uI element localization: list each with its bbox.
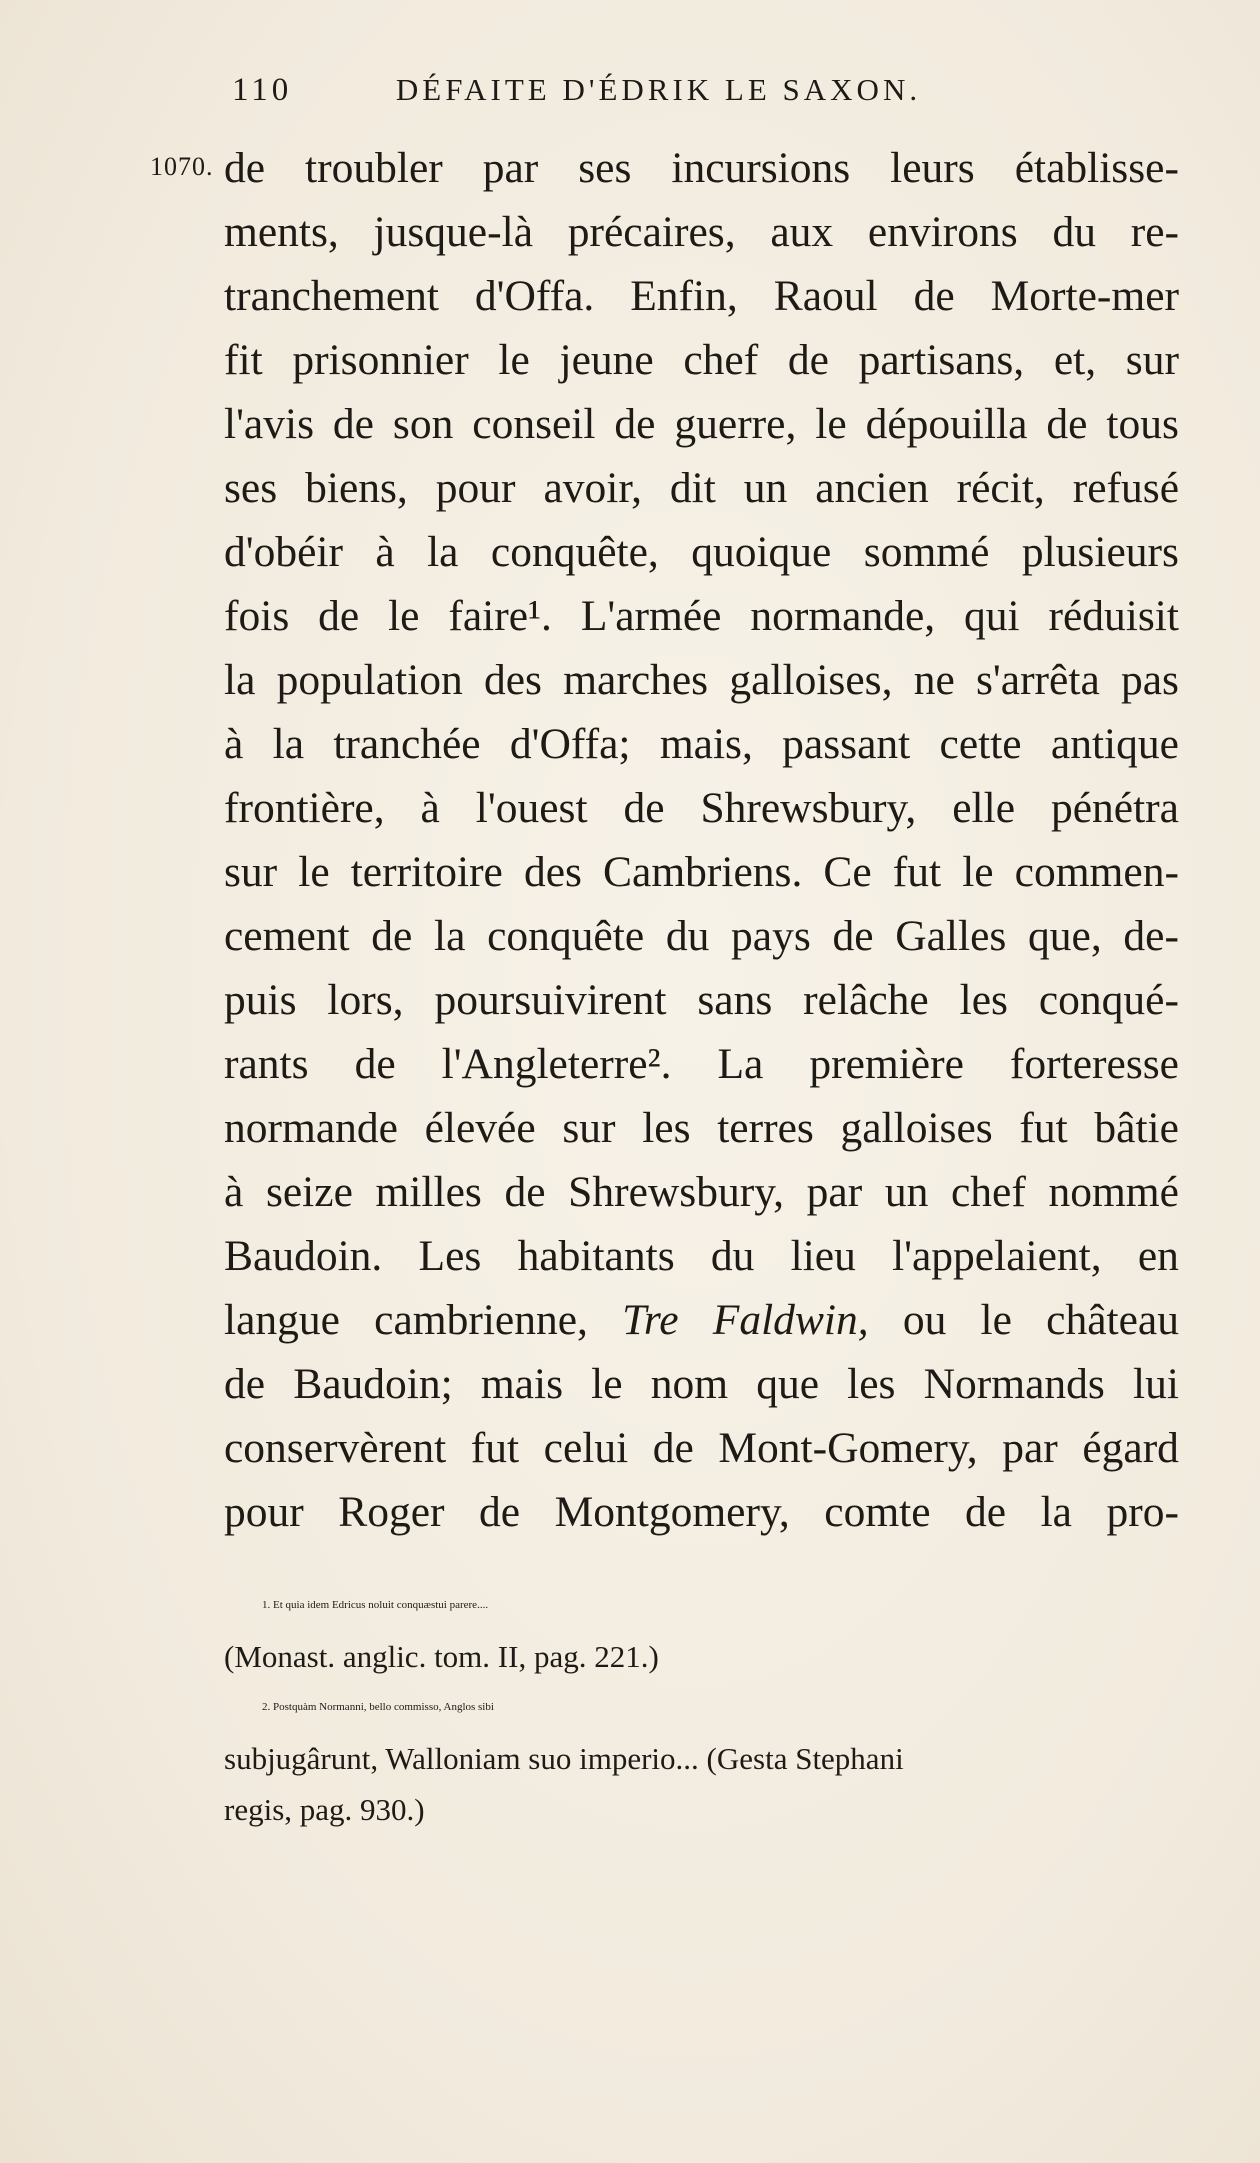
word: comte — [824, 1488, 931, 1536]
word: celui — [543, 1424, 629, 1472]
word: habitants — [517, 1232, 675, 1280]
word: par — [806, 1168, 863, 1216]
word: que, — [1028, 912, 1102, 960]
word: de — [832, 912, 874, 960]
word: fois — [224, 592, 290, 640]
word: de — [504, 1168, 546, 1216]
word: Shrewsbury, — [568, 1168, 785, 1216]
word: fut — [1019, 1104, 1068, 1152]
word: nommé — [1048, 1168, 1179, 1216]
word: forteresse — [1009, 1040, 1179, 1088]
word: qui — [964, 592, 1020, 640]
word: les — [959, 976, 1008, 1024]
word: chef — [683, 336, 759, 384]
word: lui — [1132, 1360, 1179, 1408]
word: de — [332, 400, 374, 448]
text-line — [224, 1096, 1179, 1160]
word: de — [614, 400, 656, 448]
word: normande — [224, 1104, 398, 1152]
word: Galles — [895, 912, 1007, 960]
word: pays — [731, 912, 811, 960]
word: première — [809, 1040, 964, 1088]
word: la — [224, 656, 256, 704]
word: des — [483, 656, 542, 704]
word: le — [815, 400, 847, 448]
word: frontière, — [224, 784, 385, 832]
word: avoir, — [543, 464, 642, 512]
word: de — [623, 784, 665, 832]
word: mais, — [659, 720, 753, 768]
word: Enfin, — [630, 272, 738, 320]
word: l'ouest — [475, 784, 588, 832]
word: d'Offa; — [509, 720, 631, 768]
word: marches — [563, 656, 709, 704]
word: du — [710, 1232, 755, 1280]
word: à — [224, 1168, 244, 1216]
word: récit, — [956, 464, 1045, 512]
text-line — [224, 648, 1179, 712]
word: galloises — [840, 1104, 993, 1152]
word: la — [1040, 1488, 1072, 1536]
word: la — [434, 912, 466, 960]
word: le — [498, 336, 530, 384]
word: un — [884, 1168, 929, 1216]
word: population — [276, 656, 463, 704]
word: le — [591, 1360, 623, 1408]
word: relâche — [803, 976, 929, 1024]
word: d'obéir — [224, 528, 343, 576]
text-line — [224, 584, 1179, 648]
word: conquête — [487, 912, 645, 960]
word: pour — [435, 464, 516, 512]
word: de — [224, 1360, 266, 1408]
word: leurs — [890, 144, 975, 192]
word: commen- — [1014, 848, 1179, 896]
word: pour — [224, 1488, 304, 1536]
word: dépouilla — [865, 400, 1028, 448]
word: des — [523, 848, 582, 896]
word: conseil — [472, 400, 596, 448]
word: pro- — [1106, 1488, 1179, 1536]
word: cette — [939, 720, 1022, 768]
word: à — [375, 528, 395, 576]
word: de — [354, 1040, 396, 1088]
word: jeune — [559, 336, 654, 384]
text-line — [224, 520, 1179, 584]
text-line — [224, 776, 1179, 840]
text-line — [224, 1416, 1179, 1480]
word: milles — [375, 1168, 482, 1216]
word: sans — [697, 976, 773, 1024]
footnote-line: regis, pag. 930.) — [224, 1792, 425, 1827]
word: territoire — [350, 848, 503, 896]
word: ses — [224, 464, 278, 512]
word: de — [913, 272, 955, 320]
word: la — [272, 720, 305, 768]
text-line — [224, 1032, 1179, 1096]
word: conservèrent — [224, 1424, 447, 1472]
word: sur — [1125, 336, 1179, 384]
word: de — [965, 1488, 1007, 1536]
footnote-line: 1. Et quia idem Edricus noluit conquæstui parere.... — [262, 1599, 489, 1611]
running-title: DÉFAITE D'ÉDRIK LE SAXON. — [395, 72, 922, 107]
word: Morte-mer — [990, 272, 1179, 320]
word: ses — [578, 144, 632, 192]
text-line — [224, 1224, 1179, 1288]
word: lors, — [327, 976, 404, 1024]
word: Montgomery, — [554, 1488, 790, 1536]
word: l'appelaient, — [892, 1232, 1102, 1280]
word: du — [1052, 208, 1096, 256]
word: passant — [782, 720, 911, 768]
word: pénétra — [1050, 784, 1179, 832]
word: château — [1046, 1296, 1179, 1344]
word: mais — [480, 1360, 564, 1408]
text-line — [224, 456, 1179, 520]
word: aux — [770, 208, 834, 256]
word: réduisit — [1048, 592, 1179, 640]
word: environs — [867, 208, 1018, 256]
word: terres — [717, 1104, 814, 1152]
word: de — [224, 144, 266, 192]
word: les — [642, 1104, 691, 1152]
word: un — [743, 464, 788, 512]
word: tranchement — [224, 272, 439, 320]
word: jusque-là — [373, 208, 533, 256]
word: Cambriens. — [603, 848, 803, 896]
word: puis — [224, 976, 297, 1024]
word: Normands — [923, 1360, 1105, 1408]
word: sommé — [863, 528, 990, 576]
word: Ce — [823, 848, 872, 896]
body-text — [224, 136, 1179, 1544]
word: cement — [224, 912, 350, 960]
word: L'armée — [580, 592, 722, 640]
text-line — [224, 136, 1179, 200]
word: quoique — [691, 528, 832, 576]
word: l'avis — [224, 400, 314, 448]
text-line — [224, 712, 1179, 776]
word: lieu — [790, 1232, 856, 1280]
word: conqué- — [1038, 976, 1179, 1024]
word: elle — [952, 784, 1016, 832]
word: poursuivirent — [434, 976, 667, 1024]
word: biens, — [305, 464, 408, 512]
word: re- — [1130, 208, 1179, 256]
word: La — [717, 1040, 764, 1088]
word: le — [388, 592, 420, 640]
word: et, — [1053, 336, 1097, 384]
text-line — [224, 1288, 1179, 1352]
word: de — [371, 912, 413, 960]
word: le — [962, 848, 994, 896]
text-line — [224, 200, 1179, 264]
footnote-line: subjugârunt, Walloniam suo imperio... (Gesta Stephani — [224, 1741, 904, 1776]
word: de — [1046, 400, 1088, 448]
word: de- — [1123, 912, 1179, 960]
word: galloises, — [729, 656, 893, 704]
word: sur — [562, 1104, 616, 1152]
word: sur — [224, 848, 278, 896]
text-line — [224, 1480, 1179, 1544]
text-line — [224, 1160, 1179, 1224]
word: par — [1002, 1424, 1058, 1472]
word: de — [652, 1424, 694, 1472]
word: langue — [224, 1296, 340, 1344]
word: cambrienne, — [374, 1296, 588, 1344]
word: antique — [1050, 720, 1179, 768]
word: précaires, — [567, 208, 736, 256]
word: rants — [224, 1040, 309, 1088]
word: Mont-Gomery, — [718, 1424, 978, 1472]
word: Roger — [338, 1488, 445, 1536]
word: la — [427, 528, 459, 576]
word: Baudoin; — [293, 1360, 453, 1408]
footnotes — [224, 1580, 1179, 1835]
word: Tre — [622, 1296, 679, 1344]
text-line — [224, 1352, 1179, 1416]
word: Les — [418, 1232, 482, 1280]
word: les — [847, 1360, 896, 1408]
text-line — [224, 840, 1179, 904]
word: faire¹. — [448, 592, 552, 640]
word: normande, — [750, 592, 936, 640]
word: élevée — [424, 1104, 536, 1152]
word: fut — [470, 1424, 520, 1472]
word: partisans, — [858, 336, 1025, 384]
word: seize — [265, 1168, 353, 1216]
word: égard — [1082, 1424, 1179, 1472]
text-line — [224, 904, 1179, 968]
word: guerre, — [674, 400, 797, 448]
word: refusé — [1072, 464, 1179, 512]
word: Shrewsbury, — [700, 784, 917, 832]
word: ancien — [815, 464, 929, 512]
word: son — [392, 400, 454, 448]
word: du — [665, 912, 710, 960]
word: en — [1137, 1232, 1179, 1280]
word: d'Offa. — [474, 272, 595, 320]
word: ou — [902, 1296, 947, 1344]
word: établisse- — [1014, 144, 1179, 192]
page-header — [232, 72, 1045, 122]
word: s'arrêta — [976, 656, 1100, 704]
word: de — [318, 592, 360, 640]
word: incursions — [671, 144, 851, 192]
text-line — [224, 264, 1179, 328]
word: le — [980, 1296, 1012, 1344]
word: de — [787, 336, 829, 384]
word: nom — [650, 1360, 729, 1408]
text-line — [224, 392, 1179, 456]
word: Raoul — [773, 272, 878, 320]
word: troubler — [305, 144, 443, 192]
word: Faldwin, — [712, 1296, 869, 1344]
word: tranchée — [333, 720, 481, 768]
page-number: 110 — [232, 72, 293, 108]
word: ne — [913, 656, 955, 704]
word: dit — [669, 464, 716, 512]
footnote-line: (Monast. anglic. tom. II, pag. 221.) — [224, 1639, 659, 1674]
text-line — [224, 968, 1179, 1032]
margin-year: 1070. — [150, 152, 214, 181]
word: ments, — [224, 208, 339, 256]
word: plusieurs — [1021, 528, 1179, 576]
word: pas — [1120, 656, 1179, 704]
word: Baudoin. — [224, 1232, 383, 1280]
word: tous — [1106, 400, 1179, 448]
word: le — [298, 848, 330, 896]
text-line — [224, 328, 1179, 392]
word: bâtie — [1094, 1104, 1179, 1152]
word: fut — [892, 848, 942, 896]
word: conquête, — [490, 528, 659, 576]
word: fit — [224, 336, 263, 384]
word: par — [482, 144, 539, 192]
word: prisonnier — [292, 336, 469, 384]
word: à — [420, 784, 440, 832]
word: de — [479, 1488, 521, 1536]
word: chef — [950, 1168, 1026, 1216]
word: que — [756, 1360, 819, 1408]
word: à — [224, 720, 244, 768]
word: l'Angleterre². — [441, 1040, 672, 1088]
footnote-line: 2. Postquàm Normanni, bello commisso, Anglos sibi — [262, 1701, 494, 1713]
